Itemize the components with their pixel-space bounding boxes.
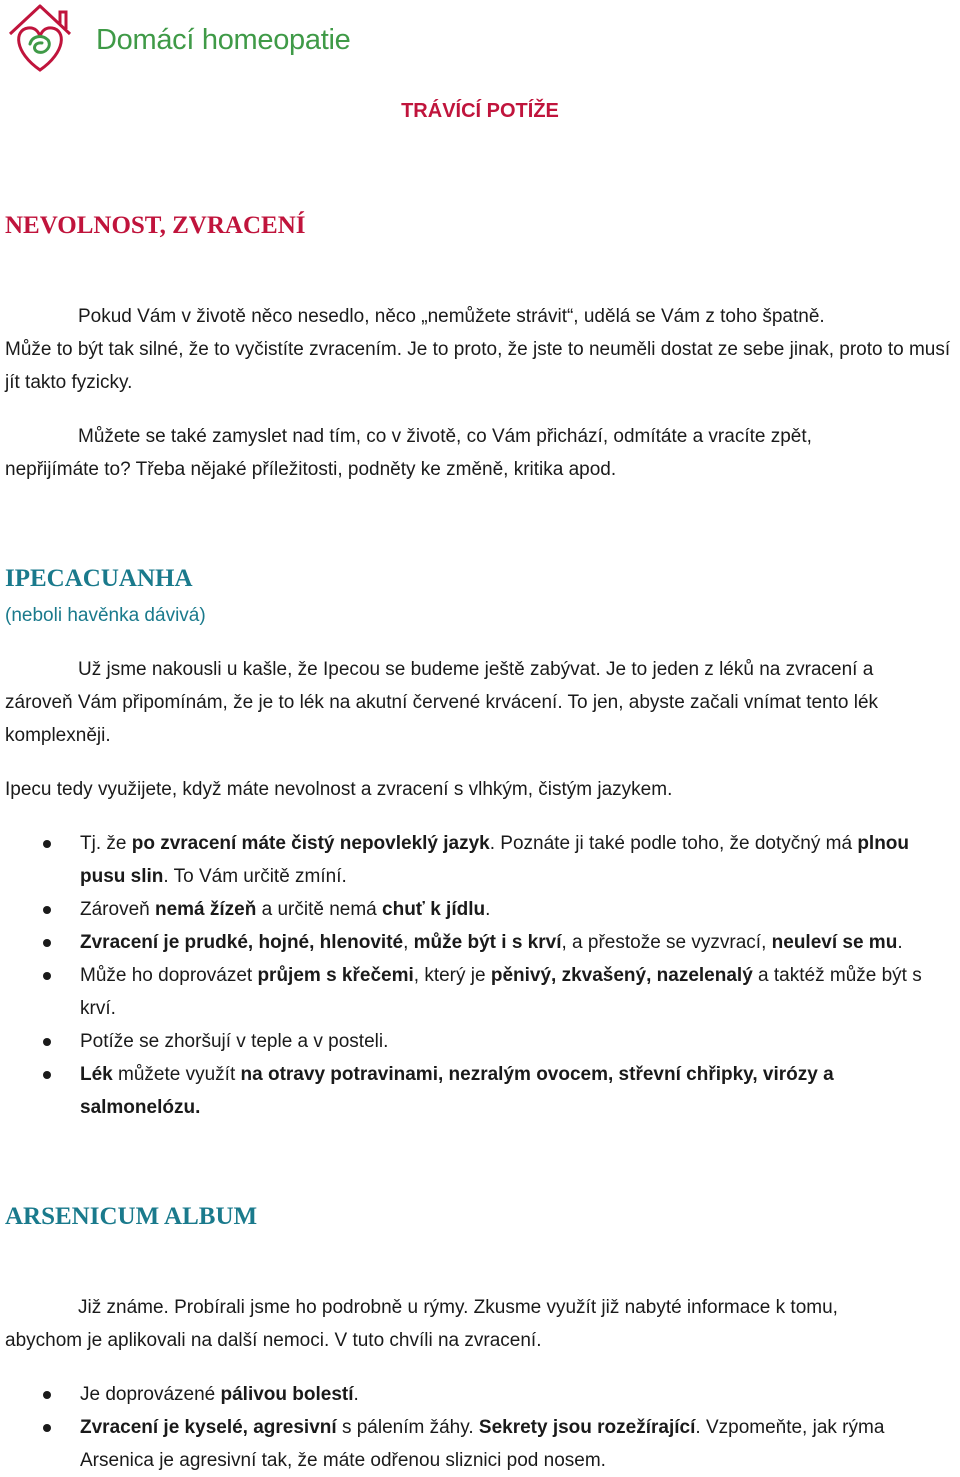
bullet-icon bbox=[43, 840, 51, 848]
paragraph: Pokud Vám v životě něco nesedlo, něco „nemůžete strávit“, udělá se Vám z toho špatně. Může to být tak silné, že to vyčistíte zvracením. Je to proto, že jste to neuměli dostat ze sebe jinak, proto to musí jít takto fyzicky. bbox=[5, 306, 951, 393]
heart-house-logo-icon bbox=[4, 0, 84, 76]
paragraph: Ipecu tedy využijete, když máte nevolnost a zvracení s vlhkým, čistým jazykem. bbox=[5, 779, 673, 800]
section-title-arsenicum: ARSENICUM ALBUM bbox=[5, 1203, 258, 1230]
bullet-icon bbox=[43, 1391, 51, 1399]
list-item: Potíže se zhoršují v teple a v posteli. bbox=[0, 1025, 960, 1058]
list-item: Je doprovázené pálivou bolestí. bbox=[0, 1378, 960, 1411]
paragraph: Už jsme nakousli u kašle, že Ipecou se budeme ještě zabývat. Je to jeden z léků na zvracení a zároveň Vám připomínám, že je to lék na akutní červené krvácení. To jen, abyste začali vnímat tento lék komplexněji. bbox=[5, 659, 879, 746]
bullet-icon bbox=[43, 1071, 51, 1079]
bullet-list bbox=[0, 1378, 960, 1477]
bullet-icon bbox=[43, 939, 51, 947]
list-item: Zvracení je kyselé, agresivní s pálením žáhy. Sekrety jsou rozežírající. Vzpomeňte, jak rýma Arsenica je agresivní tak, že máte odřenou sliznici pod nosem. bbox=[0, 1411, 960, 1477]
list-item: Tj. že po zvracení máte čistý nepovleklý jazyk. Poznáte ji také podle toho, že dotyčný má plnou pusu slin. To Vám určitě zmíní. bbox=[0, 827, 960, 893]
section-title-nevolnost: NEVOLNOST, ZVRACENÍ bbox=[5, 212, 306, 239]
bullet-icon bbox=[43, 906, 51, 914]
list-item: Zároveň nemá žízeň a určitě nemá chuť k jídlu. bbox=[0, 893, 960, 926]
bullet-icon bbox=[43, 1424, 51, 1432]
bullet-icon bbox=[43, 972, 51, 980]
list-item: Může ho doprovázet průjem s křečemi, který je pěnivý, zkvašený, nazelenalý a taktéž může být s krví. bbox=[0, 959, 960, 1025]
site-logo bbox=[4, 0, 394, 76]
section-title-ipecacuanha: IPECACUANHA bbox=[5, 565, 193, 592]
list-item: Zvracení je prudké, hojné, hlenovité, může být i s krví, a přestože se vyzvrací, neuleví se mu. bbox=[0, 926, 960, 959]
list-item: Lék můžete využít na otravy potravinami, nezralým ovocem, střevní chřipky, virózy a salmonelózu. bbox=[0, 1058, 960, 1124]
paragraph: Již známe. Probírali jsme ho podrobně u rýmy. Zkusme využít již nabyté informace k tomu, abychom je aplikovali na další nemoci. V tuto chvíli na zvracení. bbox=[5, 1297, 838, 1351]
page-heading: TRÁVÍCÍ POTÍŽE bbox=[401, 100, 559, 122]
paragraph: Můžete se také zamyslet nad tím, co v životě, co Vám přichází, odmítáte a vracíte zpět, nepřijímáte to? Třeba nějaké příležitosti, podněty ke změně, kritika apod. bbox=[5, 426, 812, 480]
bullet-list bbox=[0, 827, 960, 1124]
logo-text: Domácí homeopatie bbox=[96, 24, 351, 56]
bullet-icon bbox=[43, 1038, 51, 1046]
section-subtitle: (neboli havěnka dávivá) bbox=[5, 605, 206, 626]
